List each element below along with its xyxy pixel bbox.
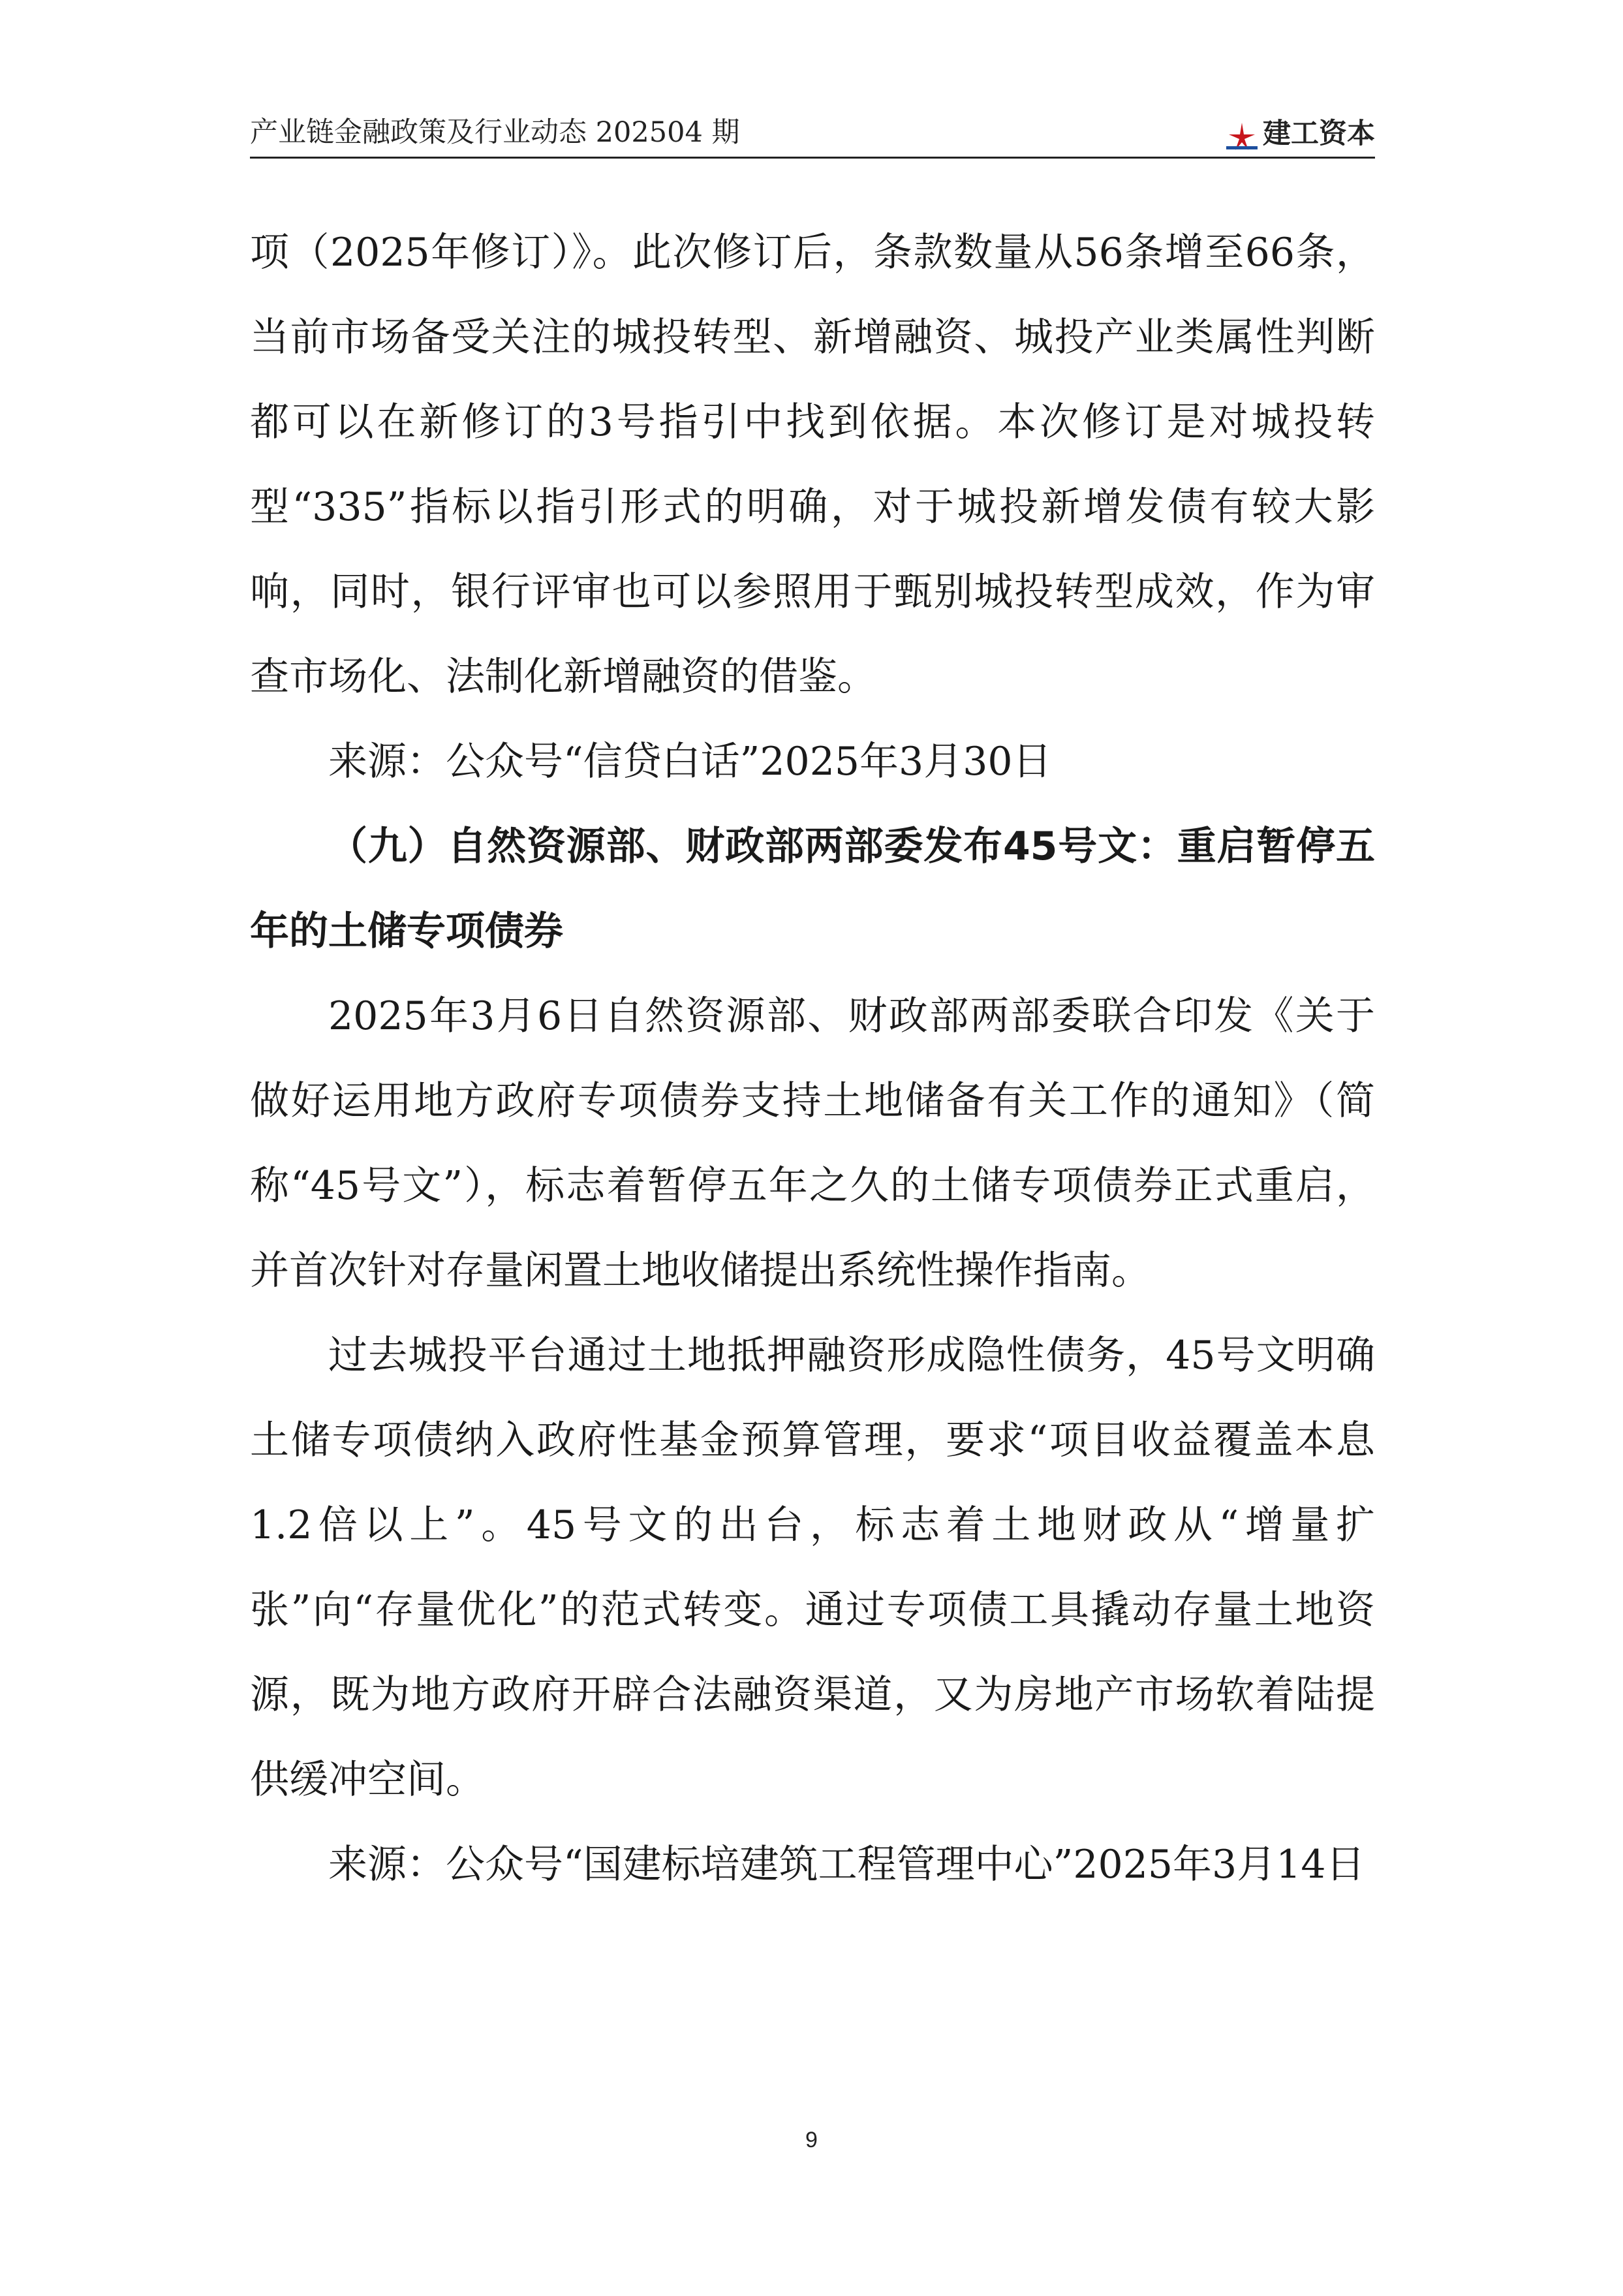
paragraph: 过去城投平台通过土地抵押融资形成隐性债务，45号文明确土储专项债纳入政府性基金预算管理，要求“项目收益覆盖本息1.2倍以上”。45号文的出台，标志着土地财政从“增量扩张”向“存量优化”的范式转变。通过专项债工具撬动存量土地资源，既为地方政府开辟合法融资渠道，又为房地产市场软着陆提供缓冲空间。 <box>250 1333 1375 1803</box>
header-title: 产业链金融政策及行业动态 202504 期 <box>250 116 740 149</box>
page-number: 9 <box>805 2128 818 2152</box>
header-brand <box>1225 112 1375 151</box>
document-body <box>250 210 1375 1907</box>
source-line: 来源：公众号“国建标培建筑工程管理中心”2025年3月14日 <box>328 1842 1365 1887</box>
paragraph-continued: 项（2025年修订）》。此次修订后，条款数量从56条增至66条，当前市场备受关注的城投转型、新增融资、城投产业类属性判断都可以在新修订的3号指引中找到依据。本次修订是对城投转型“335”指标以指引形式的明确，对于城投新增发债有较大影响，同时，银行评审也可以参照用于甄别城投转型成效，作为审查市场化、法制化新增融资的借鉴。 <box>250 230 1375 700</box>
cscec-logo-icon <box>1225 121 1259 151</box>
section-heading: （九）自然资源部、财政部两部委发布45号文：重启暂停五年的土储专项债券 <box>250 824 1375 954</box>
page-header <box>250 110 1375 159</box>
source-line: 来源：公众号“信贷白话”2025年3月30日 <box>328 739 1052 784</box>
brand-name: 建工资本 <box>1263 117 1375 150</box>
paragraph: 2025年3月6日自然资源部、财政部两部委联合印发《关于做好运用地方政府专项债券支持土地储备有关工作的通知》（简称“45号文”），标志着暂停五年之久的土储专项债券正式重启，并首次针对存量闲置土地收储提出系统性操作指南。 <box>250 993 1375 1294</box>
